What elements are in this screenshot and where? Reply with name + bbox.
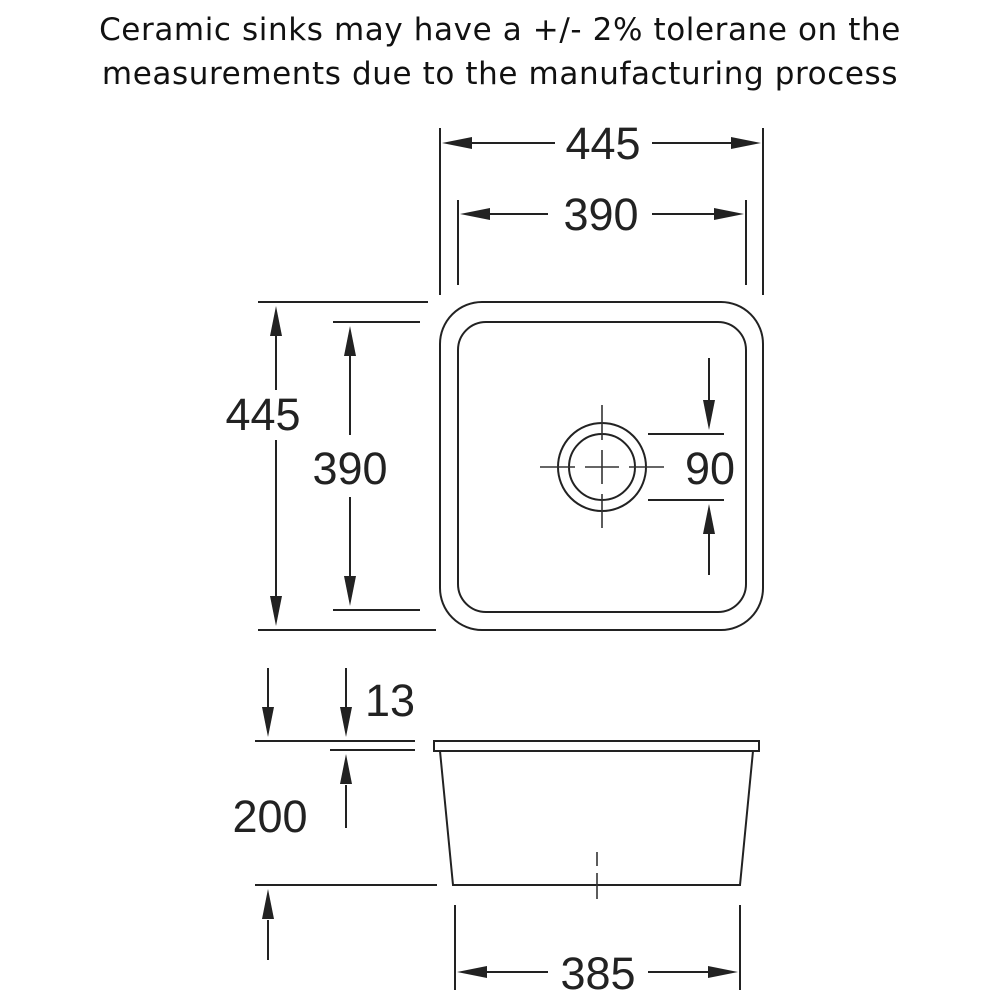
base-width-label: 385 [560,948,636,999]
sink-rim-profile [434,741,759,751]
inner-length-dimension [312,322,420,610]
arrowhead [460,208,490,220]
rim-thickness-label: 13 [364,675,416,726]
arrowhead [703,504,715,534]
overall-length-label: 445 [225,389,301,440]
arrowhead [262,889,274,919]
inner-length-label: 390 [312,443,388,494]
arrowhead [340,707,352,737]
arrowhead [340,754,352,784]
arrowhead [262,707,274,737]
tolerance-note-line-1: Ceramic sinks may have a +/- 2% tolerane on the [99,12,901,48]
tolerance-note-line-2: measurements due to the manufacturing process [101,56,899,92]
waste-diameter-label: 90 [684,443,736,494]
arrowhead [270,306,282,336]
arrowhead [457,966,487,978]
inner-width-label: 390 [563,189,639,240]
sink-side-profile [434,741,759,899]
arrowhead [442,137,472,149]
inner-width-dimension [458,189,746,285]
depth-label: 200 [232,791,308,842]
arrowhead [344,576,356,606]
arrowhead [270,596,282,626]
arrowhead [344,326,356,356]
arrowhead [731,137,761,149]
waste-outlet [540,405,664,528]
depth-dimension [232,791,437,960]
base-width-dimension [455,905,740,999]
overall-width-label: 445 [565,118,641,169]
arrowhead [708,966,738,978]
arrowhead [703,400,715,430]
arrowhead [714,208,744,220]
